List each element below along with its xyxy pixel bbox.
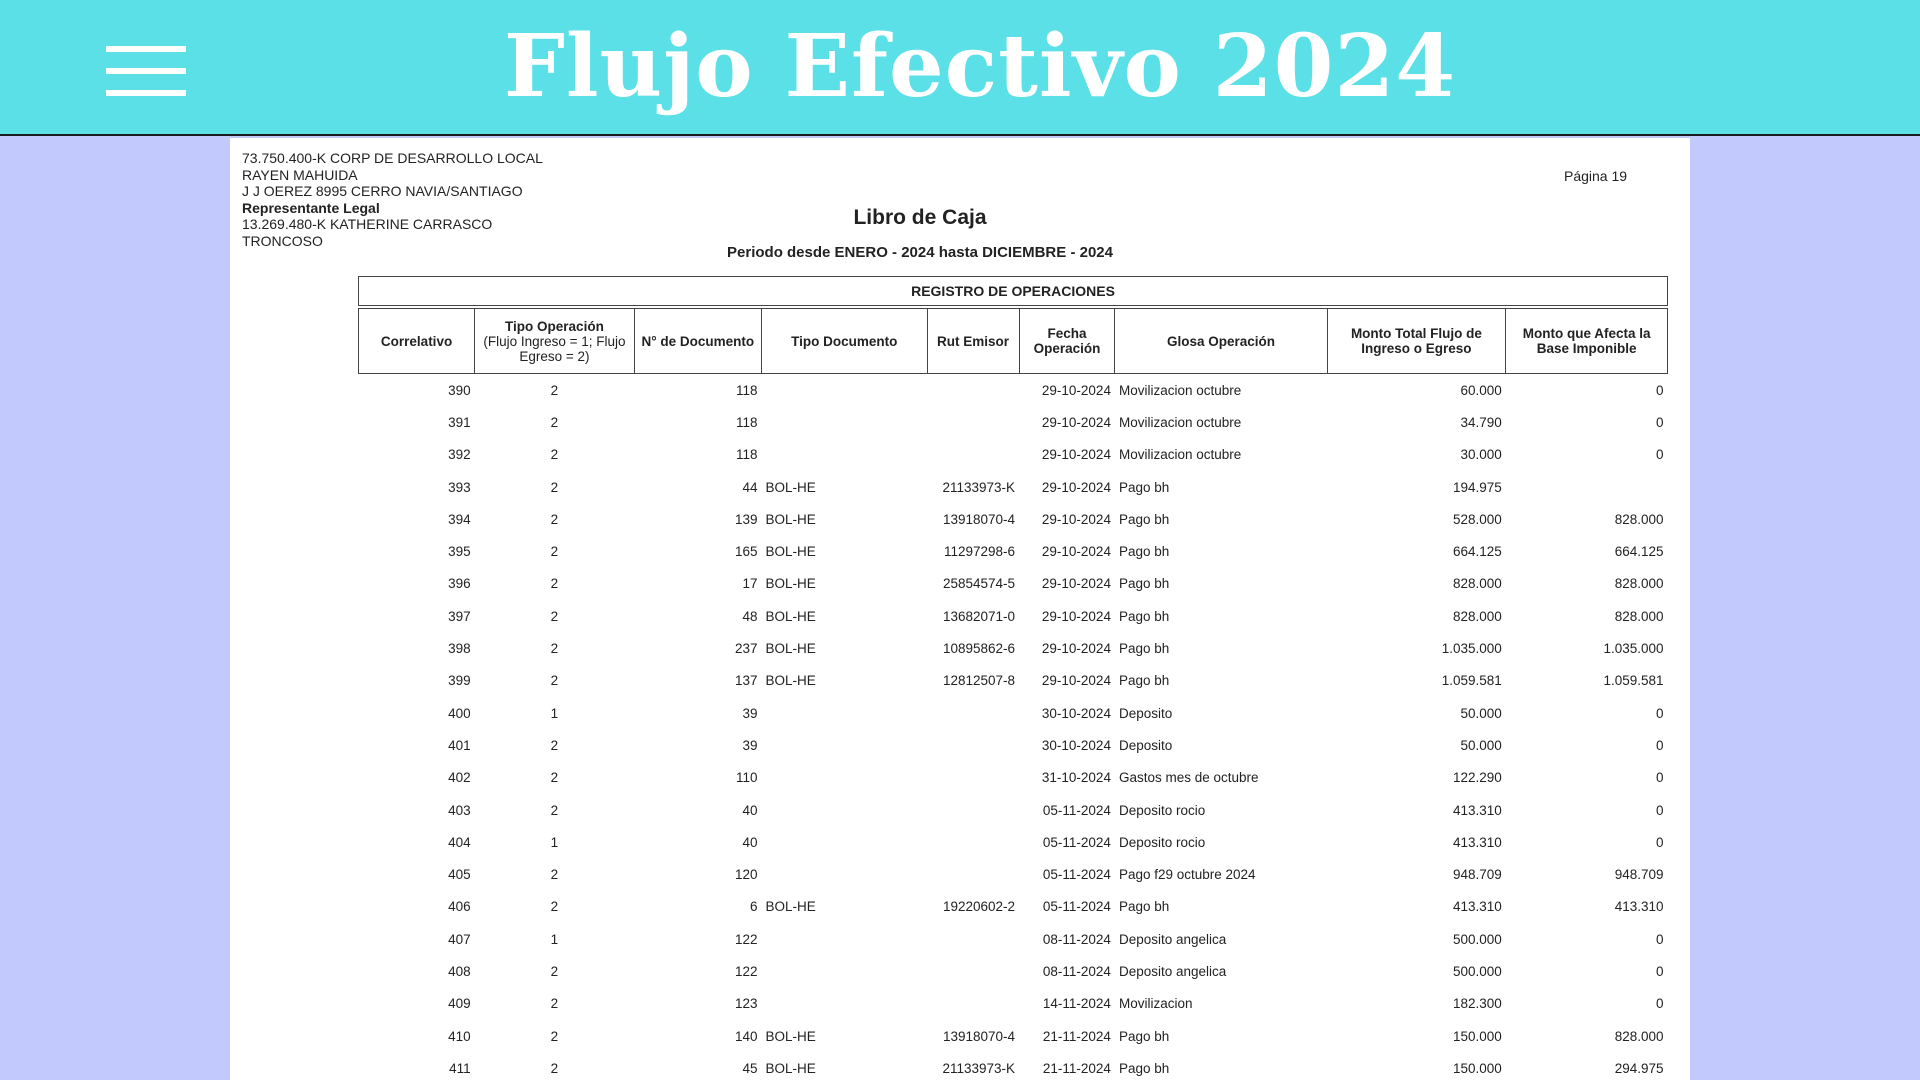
cell-fecha: 29-10-2024 bbox=[1041, 544, 1111, 560]
cell-fecha: 29-10-2024 bbox=[1041, 447, 1111, 463]
cell-glosa: Pago bh bbox=[1118, 641, 1170, 657]
cell-rut-emisor: 19220602-2 bbox=[942, 899, 1016, 915]
cell-rut-emisor bbox=[927, 439, 1019, 471]
cell-monto-total: 500.000 bbox=[1453, 931, 1502, 947]
cell-fecha: 30-10-2024 bbox=[1041, 737, 1111, 753]
cell-n-documento: 39 bbox=[742, 737, 758, 753]
cell-monto-total: 1.059.581 bbox=[1441, 673, 1502, 689]
col-header-monto-total: Monto Total Flujo de Ingreso o Egreso bbox=[1327, 309, 1506, 374]
cell-monto-base: 0 bbox=[1655, 770, 1664, 786]
cell-glosa: Deposito angelica bbox=[1118, 963, 1227, 979]
cell-correlativo: 396 bbox=[448, 576, 471, 592]
cell-fecha: 08-11-2024 bbox=[1042, 931, 1111, 947]
cell-n-documento: 48 bbox=[742, 608, 758, 624]
cell-correlativo: 404 bbox=[448, 834, 471, 850]
cell-correlativo: 408 bbox=[448, 963, 471, 979]
cell-glosa: Movilizacion octubre bbox=[1118, 414, 1242, 430]
cell-monto-base: 0 bbox=[1655, 414, 1664, 430]
cell-tipo-documento bbox=[761, 955, 927, 987]
cell-monto-total: 413.310 bbox=[1453, 834, 1502, 850]
cell-rut-emisor: 21133973-K bbox=[942, 1060, 1016, 1076]
cell-monto-base: 413.310 bbox=[1614, 899, 1664, 915]
cell-n-documento: 118 bbox=[735, 382, 758, 398]
cell-tipo-operacion: 2 bbox=[550, 414, 559, 430]
cell-fecha: 29-10-2024 bbox=[1041, 414, 1111, 430]
cell-monto-total: 50.000 bbox=[1460, 737, 1502, 753]
table-row bbox=[359, 923, 1668, 955]
cell-fecha: 21-11-2024 bbox=[1042, 1060, 1111, 1076]
register-title: REGISTRO DE OPERACIONES bbox=[358, 276, 1668, 306]
cell-rut-emisor: 13682071-0 bbox=[942, 608, 1016, 624]
cell-glosa: Gastos mes de octubre bbox=[1118, 770, 1259, 786]
cell-tipo-operacion: 2 bbox=[550, 641, 559, 657]
table-row bbox=[359, 762, 1668, 794]
cell-n-documento: 39 bbox=[742, 705, 758, 721]
cell-glosa: Movilizacion octubre bbox=[1118, 382, 1242, 398]
cell-tipo-documento bbox=[761, 826, 927, 858]
cell-tipo-documento bbox=[761, 697, 927, 729]
cell-tipo-documento bbox=[761, 374, 927, 407]
table-row bbox=[359, 794, 1668, 826]
cell-monto-total: 413.310 bbox=[1453, 802, 1502, 818]
cell-monto-base: 0 bbox=[1655, 382, 1664, 398]
cell-monto-total: 34.790 bbox=[1460, 414, 1502, 430]
cell-fecha: 05-11-2024 bbox=[1042, 834, 1111, 850]
cell-glosa: Deposito bbox=[1118, 737, 1173, 753]
cell-rut-emisor bbox=[927, 955, 1019, 987]
cell-rut-emisor bbox=[927, 923, 1019, 955]
cell-fecha: 29-10-2024 bbox=[1041, 511, 1111, 527]
cell-tipo-operacion: 2 bbox=[550, 447, 559, 463]
cell-correlativo: 400 bbox=[448, 705, 471, 721]
cell-tipo-documento bbox=[761, 988, 927, 1020]
cell-tipo-operacion: 2 bbox=[550, 479, 559, 495]
cell-correlativo: 407 bbox=[448, 931, 471, 947]
cell-monto-total: 150.000 bbox=[1453, 1028, 1502, 1044]
cell-rut-emisor bbox=[927, 697, 1019, 729]
col-header-tipo-operacion bbox=[475, 309, 635, 374]
cell-n-documento: 118 bbox=[735, 414, 758, 430]
document-page bbox=[230, 138, 1690, 1080]
cell-monto-base: 0 bbox=[1655, 931, 1664, 947]
cell-tipo-operacion: 2 bbox=[550, 1060, 559, 1076]
cell-correlativo: 410 bbox=[448, 1028, 471, 1044]
cell-glosa: Pago bh bbox=[1118, 1060, 1170, 1076]
cell-fecha: 29-10-2024 bbox=[1041, 576, 1111, 592]
col-header-rut-emisor: Rut Emisor bbox=[927, 309, 1019, 374]
operations-table bbox=[358, 308, 1668, 1080]
cell-correlativo: 397 bbox=[448, 608, 471, 624]
cell-monto-total: 828.000 bbox=[1453, 576, 1502, 592]
company-line: TRONCOSO bbox=[242, 232, 323, 249]
cell-monto-base: 828.000 bbox=[1614, 608, 1664, 624]
cell-tipo-operacion: 2 bbox=[550, 1028, 559, 1044]
cell-glosa: Pago bh bbox=[1118, 1028, 1170, 1044]
cell-fecha: 21-11-2024 bbox=[1042, 1028, 1111, 1044]
top-bar bbox=[0, 0, 1920, 136]
cell-rut-emisor: 21133973-K bbox=[942, 479, 1016, 495]
cell-fecha: 14-11-2024 bbox=[1042, 996, 1111, 1012]
cell-n-documento: 237 bbox=[734, 641, 758, 657]
cell-rut-emisor bbox=[927, 794, 1019, 826]
period-label: Periodo desde ENERO - 2024 hasta DICIEMBRE - 2024 bbox=[727, 244, 1113, 261]
cell-tipo-documento: BOL-HE bbox=[765, 479, 816, 495]
cell-tipo-operacion: 2 bbox=[550, 544, 559, 560]
cell-fecha: 05-11-2024 bbox=[1042, 802, 1111, 818]
cell-glosa: Deposito rocio bbox=[1118, 802, 1206, 818]
cell-correlativo: 406 bbox=[448, 899, 471, 915]
table-row bbox=[359, 471, 1668, 503]
cell-correlativo: 391 bbox=[448, 414, 471, 430]
cell-tipo-operacion: 2 bbox=[550, 867, 559, 883]
cell-fecha: 29-10-2024 bbox=[1041, 673, 1111, 689]
cell-monto-base bbox=[1506, 471, 1668, 503]
cell-tipo-operacion: 2 bbox=[550, 737, 559, 753]
cell-glosa: Pago bh bbox=[1118, 479, 1170, 495]
cell-correlativo: 402 bbox=[448, 770, 471, 786]
cell-n-documento: 45 bbox=[742, 1060, 758, 1076]
table-row bbox=[359, 665, 1668, 697]
cell-tipo-documento: BOL-HE bbox=[765, 641, 816, 657]
cell-rut-emisor: 25854574-5 bbox=[942, 576, 1016, 592]
cell-tipo-documento bbox=[761, 794, 927, 826]
cell-tipo-documento bbox=[761, 762, 927, 794]
company-line: J J OEREZ 8995 CERRO NAVIA/SANTIAGO bbox=[242, 183, 523, 199]
table-row bbox=[359, 600, 1668, 632]
legal-rep-label: Representante Legal bbox=[242, 199, 380, 216]
cell-correlativo: 403 bbox=[448, 802, 471, 818]
cell-correlativo: 398 bbox=[448, 641, 471, 657]
cell-glosa: Pago bh bbox=[1118, 899, 1170, 915]
cell-fecha: 30-10-2024 bbox=[1041, 705, 1111, 721]
cell-monto-base: 0 bbox=[1655, 447, 1664, 463]
company-line: RAYEN MAHUIDA bbox=[242, 166, 358, 183]
cell-rut-emisor bbox=[927, 826, 1019, 858]
cell-monto-base: 828.000 bbox=[1614, 511, 1664, 527]
cell-n-documento: 165 bbox=[734, 544, 758, 560]
cell-monto-base: 0 bbox=[1655, 802, 1664, 818]
cell-tipo-operacion: 2 bbox=[550, 511, 559, 527]
cell-monto-total: 828.000 bbox=[1453, 608, 1502, 624]
cell-fecha: 29-10-2024 bbox=[1041, 479, 1111, 495]
table-row bbox=[359, 988, 1668, 1020]
cell-monto-total: 664.125 bbox=[1453, 544, 1502, 560]
cell-tipo-operacion: 2 bbox=[550, 382, 559, 398]
cell-tipo-operacion: 1 bbox=[550, 705, 559, 721]
cell-monto-base: 0 bbox=[1655, 705, 1664, 721]
cell-glosa: Pago f29 octubre 2024 bbox=[1118, 867, 1256, 883]
cell-fecha: 05-11-2024 bbox=[1042, 867, 1111, 883]
col-header-tipo-documento: Tipo Documento bbox=[761, 309, 927, 374]
cell-tipo-documento: BOL-HE bbox=[765, 608, 816, 624]
table-row bbox=[359, 729, 1668, 761]
cell-fecha: 31-10-2024 bbox=[1041, 770, 1111, 786]
table-row bbox=[359, 535, 1668, 567]
cell-tipo-operacion: 2 bbox=[550, 996, 559, 1012]
cell-tipo-operacion: 1 bbox=[550, 834, 559, 850]
cell-monto-total: 413.310 bbox=[1453, 899, 1502, 915]
cell-fecha: 29-10-2024 bbox=[1041, 382, 1111, 398]
col-header-tipo-operacion-note: (Flujo Ingreso = 1; Flujo Egreso = 2) bbox=[483, 333, 626, 364]
cell-rut-emisor: 10895862-6 bbox=[942, 641, 1016, 657]
table-row bbox=[359, 406, 1668, 438]
cell-glosa: Movilizacion octubre bbox=[1118, 447, 1242, 463]
cell-tipo-documento: BOL-HE bbox=[765, 673, 816, 689]
cell-tipo-documento: BOL-HE bbox=[765, 1060, 816, 1076]
cell-monto-base: 0 bbox=[1655, 963, 1664, 979]
cell-tipo-operacion: 2 bbox=[550, 963, 559, 979]
cell-monto-total: 60.000 bbox=[1460, 382, 1502, 398]
cell-tipo-operacion: 1 bbox=[550, 931, 559, 947]
table-row bbox=[359, 891, 1668, 923]
cell-tipo-documento bbox=[761, 439, 927, 471]
cell-fecha: 29-10-2024 bbox=[1041, 641, 1111, 657]
cell-monto-total: 50.000 bbox=[1460, 705, 1502, 721]
cell-n-documento: 40 bbox=[742, 834, 758, 850]
cell-n-documento: 6 bbox=[749, 899, 758, 915]
cell-tipo-operacion: 2 bbox=[550, 899, 559, 915]
table-row bbox=[359, 374, 1668, 407]
table-row bbox=[359, 632, 1668, 664]
cell-correlativo: 399 bbox=[448, 673, 471, 689]
cell-tipo-operacion: 2 bbox=[550, 576, 559, 592]
cell-monto-total: 150.000 bbox=[1453, 1060, 1502, 1076]
cell-tipo-documento: BOL-HE bbox=[765, 899, 816, 915]
cell-tipo-documento bbox=[761, 923, 927, 955]
col-header-n-documento: N° de Documento bbox=[634, 309, 761, 374]
cell-rut-emisor bbox=[927, 858, 1019, 890]
cell-monto-total: 194.975 bbox=[1453, 479, 1502, 495]
cell-tipo-documento: BOL-HE bbox=[765, 576, 816, 592]
cell-glosa: Pago bh bbox=[1118, 673, 1170, 689]
cell-monto-base: 1.059.581 bbox=[1603, 673, 1664, 689]
cell-tipo-operacion: 2 bbox=[550, 608, 559, 624]
cell-monto-total: 30.000 bbox=[1460, 447, 1502, 463]
cell-monto-base: 664.125 bbox=[1614, 544, 1664, 560]
cell-n-documento: 120 bbox=[734, 867, 758, 883]
cell-rut-emisor bbox=[927, 729, 1019, 761]
cell-tipo-documento bbox=[761, 858, 927, 890]
cell-n-documento: 137 bbox=[734, 673, 758, 689]
cell-rut-emisor: 13918070-4 bbox=[942, 1028, 1016, 1044]
cell-rut-emisor bbox=[927, 406, 1019, 438]
col-header-tipo-operacion-label: Tipo Operación bbox=[505, 318, 604, 334]
cell-monto-base: 948.709 bbox=[1614, 867, 1664, 883]
cell-monto-base: 1.035.000 bbox=[1603, 641, 1664, 657]
cell-correlativo: 394 bbox=[448, 511, 471, 527]
cell-glosa: Pago bh bbox=[1118, 544, 1170, 560]
cell-tipo-operacion: 2 bbox=[550, 673, 559, 689]
col-header-glosa: Glosa Operación bbox=[1115, 309, 1327, 374]
cell-n-documento: 123 bbox=[734, 996, 758, 1012]
page-title: Flujo Efectivo 2024 bbox=[503, 16, 1457, 117]
cell-n-documento: 118 bbox=[735, 447, 758, 463]
cell-rut-emisor: 11297298-6 bbox=[943, 544, 1016, 560]
cell-tipo-documento bbox=[761, 729, 927, 761]
cell-glosa: Pago bh bbox=[1118, 511, 1170, 527]
cell-correlativo: 409 bbox=[448, 996, 471, 1012]
col-header-fecha: Fecha Operación bbox=[1019, 309, 1115, 374]
cell-monto-base: 294.975 bbox=[1614, 1060, 1664, 1076]
table-row bbox=[359, 439, 1668, 471]
cell-rut-emisor: 13918070-4 bbox=[942, 511, 1016, 527]
cell-rut-emisor bbox=[927, 374, 1019, 407]
cell-correlativo: 401 bbox=[448, 737, 471, 753]
table-row bbox=[359, 826, 1668, 858]
company-info bbox=[242, 150, 543, 249]
cell-n-documento: 44 bbox=[742, 479, 758, 495]
table-body bbox=[359, 374, 1668, 1080]
company-line: 73.750.400-K CORP DE DESARROLLO LOCAL bbox=[242, 150, 543, 166]
cell-rut-emisor bbox=[927, 988, 1019, 1020]
cell-correlativo: 390 bbox=[448, 382, 471, 398]
cell-monto-total: 948.709 bbox=[1453, 867, 1502, 883]
cell-monto-total: 500.000 bbox=[1453, 963, 1502, 979]
cell-correlativo: 392 bbox=[448, 447, 471, 463]
cell-tipo-documento: BOL-HE bbox=[765, 544, 816, 560]
cell-n-documento: 122 bbox=[734, 931, 758, 947]
cell-glosa: Deposito rocio bbox=[1118, 834, 1206, 850]
cell-fecha: 05-11-2024 bbox=[1042, 899, 1111, 915]
cell-monto-total: 1.035.000 bbox=[1441, 641, 1502, 657]
cell-rut-emisor bbox=[927, 762, 1019, 794]
col-header-monto-base: Monto que Afecta la Base Imponible bbox=[1506, 309, 1668, 374]
cell-tipo-operacion: 2 bbox=[550, 770, 559, 786]
page-number: Página 19 bbox=[1564, 168, 1628, 184]
cell-tipo-documento: BOL-HE bbox=[765, 511, 816, 527]
cell-n-documento: 110 bbox=[735, 770, 758, 786]
cell-tipo-documento: BOL-HE bbox=[765, 1028, 816, 1044]
cell-correlativo: 393 bbox=[448, 479, 471, 495]
cell-glosa: Pago bh bbox=[1118, 576, 1170, 592]
cell-glosa: Movilizacion bbox=[1118, 996, 1193, 1012]
cell-correlativo: 411 bbox=[449, 1060, 471, 1076]
table-row bbox=[359, 503, 1668, 535]
table-row bbox=[359, 697, 1668, 729]
cell-tipo-documento bbox=[761, 406, 927, 438]
table-row bbox=[359, 1052, 1668, 1080]
table-header-row bbox=[359, 309, 1668, 374]
cell-correlativo: 405 bbox=[448, 867, 471, 883]
table-row bbox=[359, 858, 1668, 890]
company-line: 13.269.480-K KATHERINE CARRASCO bbox=[242, 216, 493, 232]
cell-monto-base: 828.000 bbox=[1614, 576, 1664, 592]
cell-glosa: Deposito bbox=[1118, 705, 1173, 721]
cell-monto-base: 828.000 bbox=[1614, 1028, 1664, 1044]
cell-n-documento: 17 bbox=[742, 576, 758, 592]
cell-monto-base: 0 bbox=[1655, 834, 1664, 850]
cell-fecha: 29-10-2024 bbox=[1041, 608, 1111, 624]
table-row bbox=[359, 1020, 1668, 1052]
cell-monto-base: 0 bbox=[1655, 737, 1664, 753]
table-row bbox=[359, 955, 1668, 987]
cell-monto-base: 0 bbox=[1655, 996, 1664, 1012]
document-title: Libro de Caja bbox=[853, 206, 987, 229]
cell-monto-total: 122.290 bbox=[1453, 770, 1502, 786]
cell-n-documento: 122 bbox=[734, 963, 758, 979]
cell-n-documento: 139 bbox=[734, 511, 758, 527]
cell-n-documento: 40 bbox=[742, 802, 758, 818]
cell-rut-emisor: 12812507-8 bbox=[942, 673, 1016, 689]
cell-tipo-operacion: 2 bbox=[550, 802, 559, 818]
cell-fecha: 08-11-2024 bbox=[1042, 963, 1111, 979]
cell-correlativo: 395 bbox=[448, 544, 471, 560]
col-header-correlativo: Correlativo bbox=[359, 309, 475, 374]
cell-monto-total: 182.300 bbox=[1453, 996, 1502, 1012]
cell-monto-total: 528.000 bbox=[1453, 511, 1502, 527]
cell-n-documento: 140 bbox=[734, 1028, 758, 1044]
cell-glosa: Pago bh bbox=[1118, 608, 1170, 624]
table-row bbox=[359, 568, 1668, 600]
cell-glosa: Deposito angelica bbox=[1118, 931, 1227, 947]
